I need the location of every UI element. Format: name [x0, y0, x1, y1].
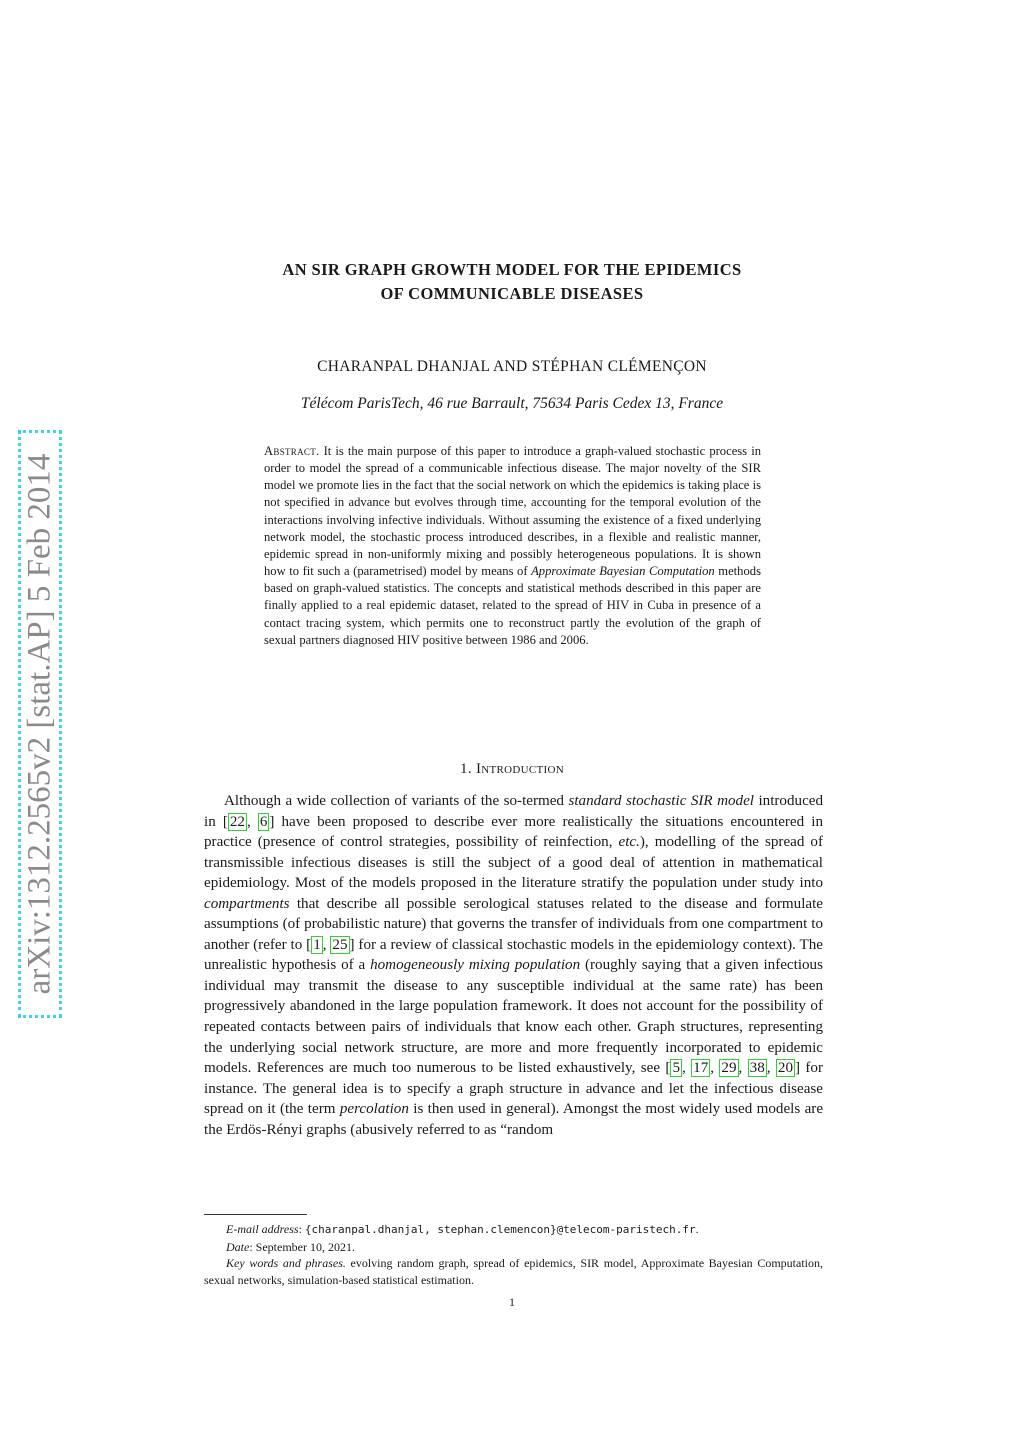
- text: ] for instance. The general idea is to specify a graph structure in advance and let the infectious disease spread on it (the term: [204, 1060, 824, 1118]
- intro-paragraph: [204, 791, 823, 1140]
- authors: CHARANPAL DHANJAL AND STÉPHAN CLÉMENÇON: [317, 358, 707, 375]
- text: that describe all possible serological statuses related to the disease and formulate assumptions (of probabilistic nature) that governs the transfer of individuals from one compartment to another (refer to [: [204, 895, 823, 953]
- title-line-2: OF COMMUNICABLE DISEASES: [380, 284, 644, 303]
- keywords-value: evolving random graph, spread of epidemics, SIR model, Approximate Bayesian Computation, sexual networks, simulation-based statistical estimation.: [204, 1256, 823, 1287]
- text: ] for a review of classical stochastic models in the epidemiology context). The unrealistic hypothesis of a: [204, 936, 824, 974]
- paper-title: [200, 258, 824, 306]
- emphasis: compartments: [204, 895, 290, 912]
- citation-link[interactable]: 25: [332, 936, 348, 953]
- text: is then used in general). Amongst the most widely used models are the Erdös-Rényi graphs (abusively referred to as “random: [204, 1101, 824, 1138]
- date-value: September 10, 2021.: [255, 1239, 355, 1254]
- text: introduced in [: [204, 793, 824, 830]
- text: ,: [766, 1060, 776, 1077]
- text: ,: [738, 1060, 748, 1077]
- citation-link[interactable]: 20: [777, 1060, 793, 1077]
- citation-link[interactable]: 38: [749, 1060, 765, 1077]
- email-label: E-mail address: [226, 1222, 299, 1236]
- emphasis: homogeneously mixing population: [370, 957, 581, 974]
- citation-link[interactable]: 6: [259, 813, 268, 830]
- abstract-text-b: methods based on graph-valued statistics. The concepts and statistical methods described in this paper are finally applied to a real epidemic dataset, related to the spread of HIV in Cuba in presence of a contact tracing system, which permits one to reconstruct partly the evolution of the graph of sexual partners diagnosed HIV positive between 1986 and 2006.: [264, 564, 761, 647]
- date-label: Date: [226, 1239, 250, 1254]
- keywords-label: Key words and phrases.: [226, 1256, 346, 1270]
- text: (roughly saying that a given infectious individual may transmit the disease to any susceptible individual at the same rate) has been progressively abandoned in the large population framework. It does not account for the possibility of repeated contacts between pairs of individuals that know each other. Graph structures, representing the underlying social network structure, are more and more frequently incorporated to epidemic models. References are much too numerous to be listed exhaustively, see [: [204, 957, 823, 1077]
- section-title: Introduction: [475, 761, 564, 777]
- text: ] have been proposed to describe ever more realistically the situations encountered in practice (presence of control strategies, possibility of reinfection,: [204, 813, 824, 851]
- citation-link[interactable]: 5: [672, 1060, 680, 1077]
- footnote-rule: [204, 1214, 307, 1215]
- text: ,: [682, 1060, 692, 1077]
- abstract-text-a: It is the main purpose of this paper to introduce a graph-valued stochastic process in order to model the spread of a communicable infectious disease. The major novelty of the SIR model we promote lies in the fact that the social network on which the epidemics is taking place is not specified in advance but evolves through time, accounting for the temporal evolution of the interactions involving infective individuals. Without assuming the existence of a fixed underlying network model, the stochastic process introduced describes, in a flexible and realistic manner, epidemic spread in non-uniformly mixing and possibly heterogeneous populations. It is shown how to fit such a (parametrised) model by means of: [264, 444, 761, 579]
- text: ,: [246, 813, 258, 830]
- citation-link[interactable]: 29: [721, 1060, 737, 1077]
- abstract: [264, 443, 761, 649]
- text: ), modelling of the spread of transmissible infectious diseases is still the subject of a good deal of attention in mathematical epidemiology. Most of the models proposed in the literature stratify the population under study into: [204, 834, 823, 892]
- abstract-italic: Approximate Bayesian Computation: [531, 564, 715, 579]
- footnotes: [204, 1221, 823, 1288]
- emphasis: standard stochastic SIR model: [568, 793, 754, 809]
- affiliation: Télécom ParisTech, 46 rue Barrault, 75634 Paris Cedex 13, France: [300, 395, 724, 412]
- email-address[interactable]: {charanpal.dhanjal, stephan.clemencon}@telecom-paristech.fr: [304, 1223, 696, 1236]
- emphasis: etc.: [618, 834, 640, 851]
- citation-link[interactable]: 22: [229, 813, 245, 830]
- text: Although a wide collection of variants of the so-termed: [224, 793, 564, 809]
- title-line-1: AN SIR GRAPH GROWTH MODEL FOR THE EPIDEMICS: [282, 260, 742, 279]
- text: ,: [710, 1060, 720, 1077]
- footnote-date: Date: September 10, 2021.: [226, 1239, 355, 1254]
- section-number: 1.: [460, 761, 472, 777]
- emphasis: percolation: [339, 1101, 409, 1118]
- arxiv-identifier: arXiv:1312.2565v2 [stat.AP] 5 Feb 2014: [21, 453, 58, 995]
- citation-link[interactable]: 17: [693, 1060, 709, 1077]
- citation-link[interactable]: 1: [313, 936, 321, 953]
- text: ,: [322, 936, 331, 953]
- footnote-keywords: [204, 1255, 823, 1288]
- footnote-email: E-mail address: {charanpal.dhanjal, stephan.clemencon}@telecom-paristech.fr.: [226, 1222, 699, 1236]
- arxiv-stamp: [18, 430, 62, 1018]
- page-number: 1: [509, 1295, 515, 1309]
- intro-body: [204, 791, 823, 1140]
- abstract-label: Abstract.: [264, 444, 320, 458]
- section-heading: [200, 761, 824, 778]
